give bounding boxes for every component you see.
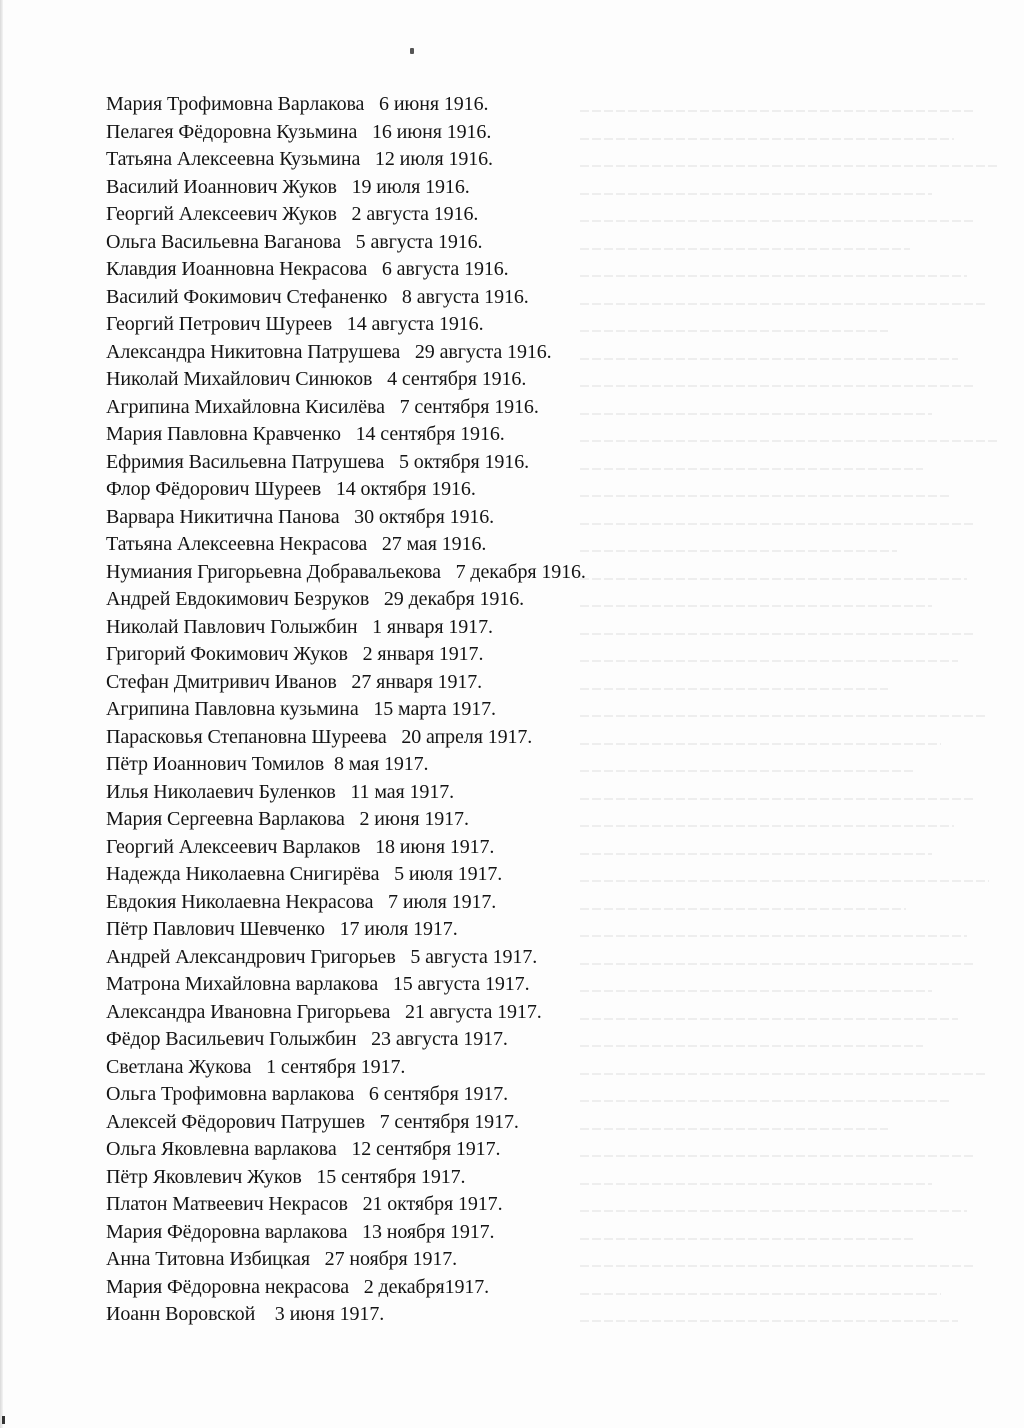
bleed-line (580, 560, 967, 588)
bleed-line (580, 532, 897, 560)
entry-line: Мария Фёдоровна варлакова 13 ноября 1917. (106, 1220, 495, 1243)
entry-line: Георгий Алексеевич Жуков 2 августа 1916. (106, 203, 479, 225)
bleed-line (580, 1247, 976, 1275)
entry-line: Татьяна Алексеевна Некрасова 27 мая 1916. (106, 533, 487, 555)
bleed-line (580, 917, 967, 945)
bleed-line (580, 395, 932, 423)
entry-line: Александра Ивановна Григорьева 21 августа 1917. (106, 1000, 542, 1023)
entry-line: Николай Павлович Голыжбин 1 января 1917. (106, 615, 493, 638)
entry-line: Василий Иоаннович Жуков 19 июля 1916. (106, 175, 470, 198)
entry-line: Агрипина Павловна кузьмина 15 марта 1917. (106, 698, 496, 720)
entry-list (106, 91, 586, 1329)
entry-line: Татьяна Алексеевна Кузьмина 12 июля 1916. (106, 148, 493, 170)
bleed-line (580, 340, 958, 368)
entry-line: Ольга Трофимовна варлакова 6 сентября 1917. (106, 1083, 509, 1105)
entry-line: Стефан Дмитривич Иванов 27 января 1917. (106, 670, 483, 693)
entry-line: Пётр Яковлевич Жуков 15 сентября 1917. (106, 1165, 466, 1188)
entry-line: Пётр Павлович Шевченко 17 июля 1917. (106, 918, 458, 940)
entry-line: Клавдия Иоанновна Некрасова 6 августа 1916. (106, 258, 509, 280)
entry-line: Андрей Евдокимович Безруков 29 декабря 1916. (106, 588, 525, 610)
bleed-line (580, 477, 950, 505)
entry-line: Александра Никитовна Патрушева 29 августа 1916. (106, 340, 552, 363)
bleed-line (580, 1110, 888, 1138)
bleed-line (580, 697, 985, 725)
entry-line: Ольга Яковлевна варлакова 12 сентября 1917. (106, 1138, 501, 1160)
entry-line: Василий Фокимович Стефаненко 8 августа 1916. (106, 285, 529, 308)
entry-line: Матрона Михайловна варлакова 15 августа 1917. (106, 973, 530, 995)
entry-line: Евдокия Николаевна Некрасова 7 июля 1917. (106, 890, 497, 913)
entry-line: Надежда Николаевна Снигирёва 5 июля 1917. (106, 863, 503, 885)
bleed-line (580, 972, 932, 1000)
entry-line: Флор Фёдорович Шуреев 14 октября 1916. (106, 478, 476, 500)
bleed-line (580, 312, 888, 340)
entry-line: Мария Сергеевна Варлакова 2 июня 1917. (106, 808, 469, 830)
entry-line: Мария Павловна Кравченко 14 сентября 1916. (106, 423, 505, 445)
entry-line: Фёдор Васильевич Голыжбин 23 августа 1917. (106, 1028, 508, 1050)
bleed-line (580, 725, 941, 753)
bleed-line (580, 285, 985, 313)
bleed-line (580, 1055, 985, 1083)
bleed-line (580, 1027, 923, 1055)
bleed-line (580, 1220, 914, 1248)
scan-edge-shadow (0, 0, 3, 1428)
bleed-line (580, 1302, 958, 1330)
bleed-line (580, 862, 989, 890)
entry-line: Агрипина Михайловна Кисилёва 7 сентября 1916. (106, 395, 539, 418)
bleed-line (580, 1165, 932, 1193)
bleed-line (580, 367, 976, 395)
bleed-line (580, 175, 932, 203)
entry-line: Пелагея Фёдоровна Кузьмина 16 июня 1916. (106, 120, 492, 143)
entry-line: Анна Титовна Избицкая 27 ноября 1917. (106, 1248, 458, 1270)
entry-line: Андрей Александрович Григорьев 5 августа 1917. (106, 945, 538, 968)
bleed-line (580, 890, 906, 918)
bleed-line (580, 422, 998, 450)
entry-line: Мария Трофимовна Варлакова 6 июня 1916. (106, 93, 489, 115)
bleed-line (580, 505, 976, 533)
entry-line: Алексей Фёдорович Патрушев 7 сентября 1917. (106, 1110, 519, 1133)
entry-line: Пётр Иоаннович Томилов 8 мая 1917. (106, 753, 429, 775)
bleed-line (580, 807, 954, 835)
entry-line: Григорий Фокимович Жуков 2 января 1917. (106, 643, 484, 665)
bleed-line (580, 120, 954, 148)
entry-line: Мария Фёдоровна некрасова 2 декабря1917. (106, 1275, 490, 1298)
bleed-line (580, 670, 888, 698)
bleed-line (580, 587, 932, 615)
entry-line: Георгий Петрович Шуреев 14 августа 1916. (106, 313, 484, 335)
bleed-line (580, 450, 923, 478)
bleed-line (580, 257, 967, 285)
entry-line: Платон Матвеевич Некрасов 21 октября 1917. (106, 1193, 503, 1215)
ink-speck-corner (2, 1416, 5, 1424)
bleed-line (580, 1192, 967, 1220)
entry-line: Георгий Алексеевич Варлаков 18 июня 1917. (106, 835, 495, 858)
entry-line: Парасковья Степановна Шуреева 20 апреля 1917. (106, 725, 533, 748)
bleed-line (580, 147, 998, 175)
bleed-line (580, 615, 976, 643)
bleed-line (580, 752, 914, 780)
entry-line: Иоанн Воровской 3 июня 1917. (106, 1303, 385, 1325)
bleed-line (580, 642, 958, 670)
bleed-line (580, 1000, 958, 1028)
bleed-through-text (580, 92, 1020, 1342)
entry-line: Ефримия Васильевна Патрушева 5 октября 1916. (106, 450, 529, 473)
bleed-line (580, 780, 976, 808)
bleed-line (580, 835, 932, 863)
entry-line: Варвара Никитична Панова 30 октября 1916. (106, 505, 495, 528)
bleed-line (580, 1275, 941, 1303)
entry-line: Светлана Жукова 1 сентября 1917. (106, 1055, 406, 1078)
bleed-line (580, 230, 910, 258)
bleed-line (580, 92, 976, 120)
entry-line: Ольга Васильевна Ваганова 5 августа 1916. (106, 230, 483, 253)
bleed-line (580, 945, 976, 973)
ink-speck (410, 48, 414, 54)
entry-line: Николай Михайлович Синюков 4 сентября 1916. (106, 368, 527, 390)
bleed-line (580, 1137, 976, 1165)
bleed-line (580, 1082, 950, 1110)
entry-line: Илья Николаевич Буленков 11 мая 1917. (106, 780, 455, 803)
bleed-line (580, 202, 976, 230)
entry-line: Нумиания Григорьевна Добравальекова 7 декабря 1916. (106, 560, 586, 583)
